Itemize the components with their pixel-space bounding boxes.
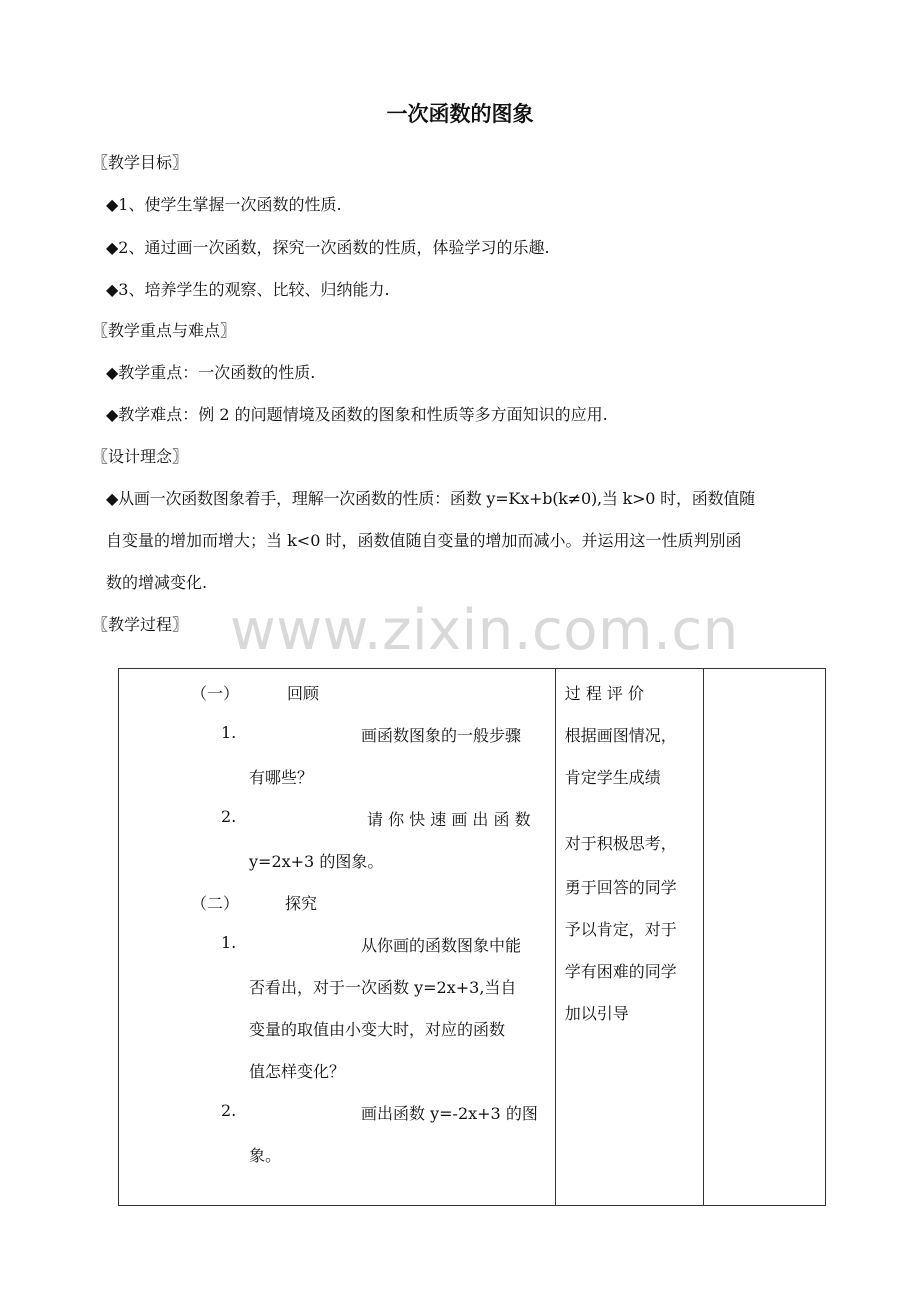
empty-notes-cell <box>704 669 826 1206</box>
concept-line-1: ◆从画一次函数图象着手，理解一次函数的性质：函数 y=Kx+b(k≠0),当 k>0 时，函数值随 <box>106 489 755 508</box>
evaluation-line-1: 根据画图情况， <box>564 726 677 745</box>
concept-line-3: 数的增减变化. <box>106 573 208 592</box>
evaluation-line-2: 肯定学生成绩 <box>564 768 661 787</box>
goal-item-3: ◆3、培养学生的观察、比较、归纳能力. <box>106 280 390 299</box>
q3-line-4: 值怎样变化？ <box>249 1062 346 1081</box>
part2-number: （二） <box>191 894 240 913</box>
part2-title: 探究 <box>285 894 318 913</box>
evaluation-header: 过 程 评 价 <box>564 684 645 703</box>
q2-line-1: 请 你 快 速 画 出 函 数 <box>367 810 531 829</box>
focus-heading: 〖教学重点与难点〗 <box>92 321 237 340</box>
part1-number: （一） <box>191 684 240 703</box>
concept-line-2: 自变量的增加而增大；当 k<0 时，函数值随自变量的增加而减小。并运用这一性质判别函 <box>106 531 742 550</box>
concept-heading: 〖设计理念〗 <box>92 447 189 466</box>
evaluation-line-6: 学有困难的同学 <box>564 962 677 981</box>
q4-line-2: 象。 <box>249 1146 282 1165</box>
part1-title: 回顾 <box>287 684 320 703</box>
evaluation-line-4: 勇于回答的同学 <box>564 878 677 897</box>
watermark: www.zixin.com.cn <box>230 598 739 663</box>
goals-heading: 〖教学目标〗 <box>92 153 189 172</box>
evaluation-line-3: 对于积极思考， <box>564 834 677 853</box>
q1-number: 1. <box>221 723 237 742</box>
q3-line-3: 变量的取值由小变大时，对应的函数 <box>249 1020 506 1039</box>
q2-number: 2. <box>221 807 237 826</box>
page-title: 一次函数的图象 <box>386 102 534 126</box>
q3-number: 1. <box>221 933 237 952</box>
goal-item-2: ◆2、通过画一次函数，探究一次函数的性质，体验学习的乐趣. <box>106 238 550 257</box>
q3-line-2: 否看出，对于一次函数 y=2x+3,当自 <box>249 978 517 997</box>
evaluation-line-7: 加以引导 <box>564 1004 629 1023</box>
q4-number: 2. <box>221 1101 237 1120</box>
evaluation-line-5: 予以肯定，对于 <box>564 920 677 939</box>
process-content-cell <box>119 669 556 1206</box>
process-heading: 〖教学过程〗 <box>92 615 189 634</box>
focus-item-key: ◆教学重点：一次函数的性质. <box>106 363 316 382</box>
q4-line-1: 画出函数 y=-2x+3 的图 <box>361 1104 538 1123</box>
q3-line-1: 从你画的函数图象中能 <box>361 936 522 955</box>
focus-item-difficult: ◆教学难点：例 2 的问题情境及函数的图象和性质等多方面知识的应用. <box>106 405 608 424</box>
process-evaluation-cell <box>555 669 704 1206</box>
q1-line-2: 有哪些？ <box>249 768 314 787</box>
teaching-process-table <box>118 668 826 1206</box>
q1-line-1: 画函数图象的一般步骤 <box>361 726 522 745</box>
q2-line-2: y=2x+3 的图象。 <box>249 852 384 871</box>
goal-item-1: ◆1、使学生掌握一次函数的性质. <box>106 195 342 214</box>
